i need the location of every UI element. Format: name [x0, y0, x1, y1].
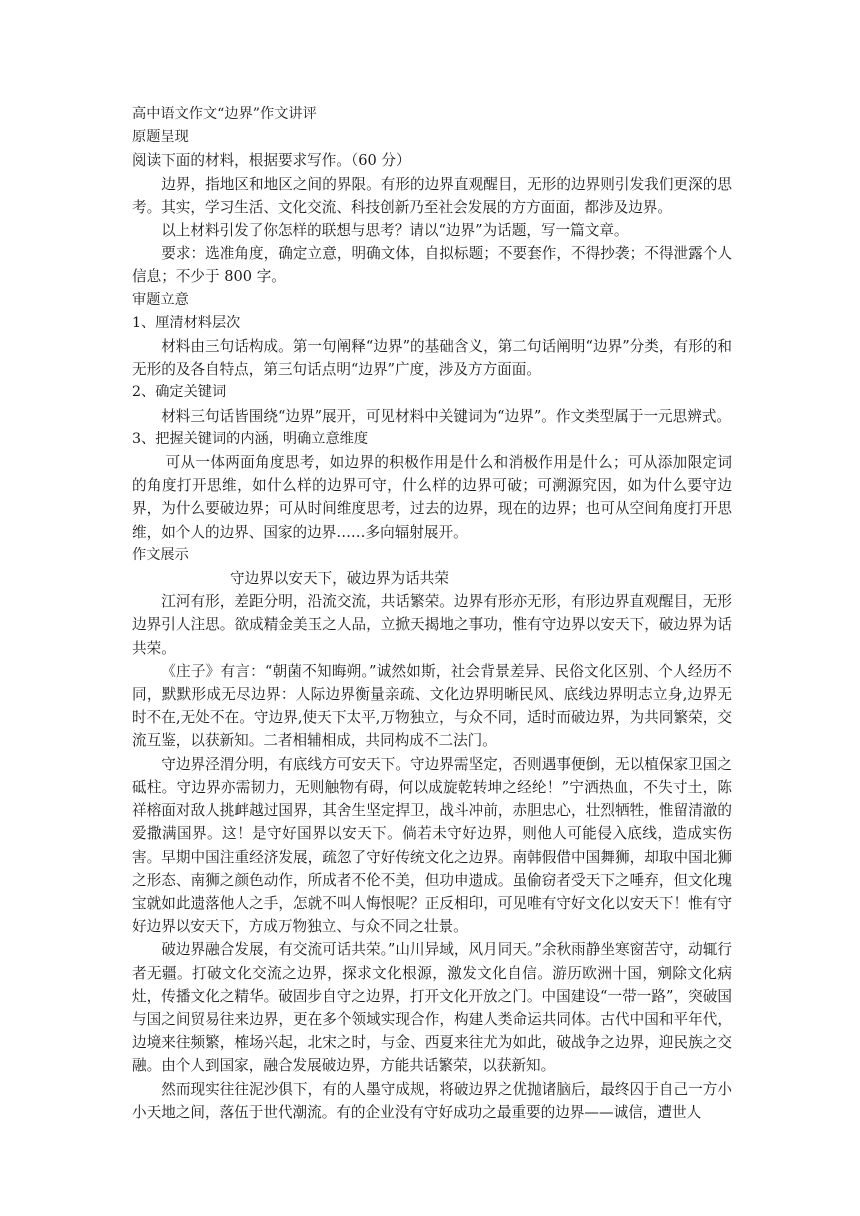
material-paragraph-3: 要求：选准角度，确定立意，明确文体，自拟标题；不要套作，不得抄袭；不得泄露个人信息；不少于 800 字。	[132, 245, 732, 286]
section-heading-original-prompt: 原题呈现	[132, 129, 189, 146]
material-paragraph-2: 以上材料引发了你怎样的联想与思考？请以“边界”为话题，写一篇文章。	[161, 222, 629, 240]
essay-paragraph-2: 《庄子》有言：“朝菌不知晦朔。”诚然如斯，社会背景差异、民俗文化区别、个人经历不同，默默形成无尽边界：人际边界衡量亲疏、文化边界明晰民风、底线边界明志立身,边界无时不在,无处不在。守边界,使天下太平,万物独立，与众不同，适时而破边界，为共同繁荣，交流互鉴，以获新知。二者相辅相成，共同构成不二法门。	[132, 662, 732, 750]
essay-paragraph-5: 然而现实往往泥沙俱下，有的人墨守成规，将破边界之优抛诸脑后，最终囚于自己一方小小天地之间，落伍于世代潮流。有的企业没有守好成功之最重要的边界——诚信，遭世人	[132, 1080, 732, 1121]
document-page	[132, 103, 732, 1124]
section-heading-essay: 作文展示	[132, 546, 189, 563]
step-1-text: 材料由三句话构成。第一句阐释“边界”的基础含义，第二句话阐明“边界”分类，有形的和无形的及各自特点，第三句话点明“边界”广度，涉及方方面面。	[132, 338, 732, 379]
step-2-title: 2、确定关键词	[132, 384, 227, 401]
prompt-intro: 阅读下面的材料，根据要求写作。（60 分）	[132, 152, 411, 170]
section-heading-analysis: 审题立意	[132, 291, 189, 308]
essay-title: 守边界以安天下，破边界为话共荣	[230, 570, 449, 588]
essay-paragraph-4: 破边界融合发展，有交流可话共荣。”山川异域，风月同天。”余秋雨静坐寒窗苦守，动辄行者无疆。打破文化交流之边界，探求文化根源，激发文化自信。游历欧洲十国，剜除文化病灶，传播文化之精华。破固步自守之边界，打开文化开放之门。中国建设“一带一路”，突破国与国之间贸易往来边界，更在多个领域实现合作，构建人类命运共同体。古代中国和平年代，边境来往频繁，榷场兴起，北宋之时，与金、西夏来往尤为如此，破战争之边界，迎民族之交融。由个人到国家，融合发展破边界，方能共话繁荣，以获新知。	[132, 941, 732, 1075]
step-1-title: 1、厘清材料层次	[132, 314, 241, 331]
step-2-text: 材料三句话皆围绕“边界”展开，可见材料中关键词为“边界”。作文类型属于一元思辨式。	[161, 407, 732, 425]
document-title: 高中语文作文“边界”作文讲评	[132, 106, 317, 122]
step-3-title: 3、把握关键词的内涵，明确立意维度	[132, 430, 369, 447]
essay-paragraph-3: 守边界泾渭分明，有底线方可安天下。守边界需坚定，否则遇事便倒，无以植保家卫国之砥柱。守边界亦需韧力，无则触物有碍，何以成旋乾转坤之经纶！”宁洒热血，不失寸土，陈祥榕面对敌人挑衅越过国界，其舍生坚定捍卫，战斗冲前，赤胆忠心，壮烈牺牲，惟留清澈的爱撒满国界。这！是守好国界以安天下。倘若未守好边界，则他人可能侵入底线，造成实伤害。早期中国注重经济发展，疏忽了守好传统文化之边界。南韩假借中国舞狮，却取中国北狮之形态、南狮之颜色动作，所成者不伦不美，但功申遗成。虽偷窃者受天下之唾弃，但文化瑰宝就如此遗落他人之手，怎就不叫人悔恨呢？正反相印，可见唯有守好文化以安天下！惟有守好边界以安天下，方成万物独立、与众不同之壮景。	[132, 755, 732, 936]
step-3-text: 可从一体两面角度思考，如边界的积极作用是什么和消极作用是什么；可从添加限定词的角度打开思维，如什么样的边界可守，什么样的边界可破；可溯源究因，如为什么要守边界，为什么要破边界；可从时间维度思考，过去的边界，现在的边界；也可从空间角度打开思维，如个人的边界、国家的边界……多向辐射展开。	[132, 454, 732, 541]
material-paragraph-1: 边界，指地区和地区之间的界限。有形的边界直观醒目，无形的边界则引发我们更深的思考。其实，学习生活、文化交流、科技创新乃至社会发展的方方面面，都涉及边界。	[132, 175, 732, 216]
essay-paragraph-1: 江河有形，差距分明，沿流交流，共话繁荣。边界有形亦无形，有形边界直观醒目，无形边界引人注思。欲成精金美玉之人品，立掀天揭地之事功，惟有守边界以安天下，破边界为话共荣。	[132, 593, 732, 657]
